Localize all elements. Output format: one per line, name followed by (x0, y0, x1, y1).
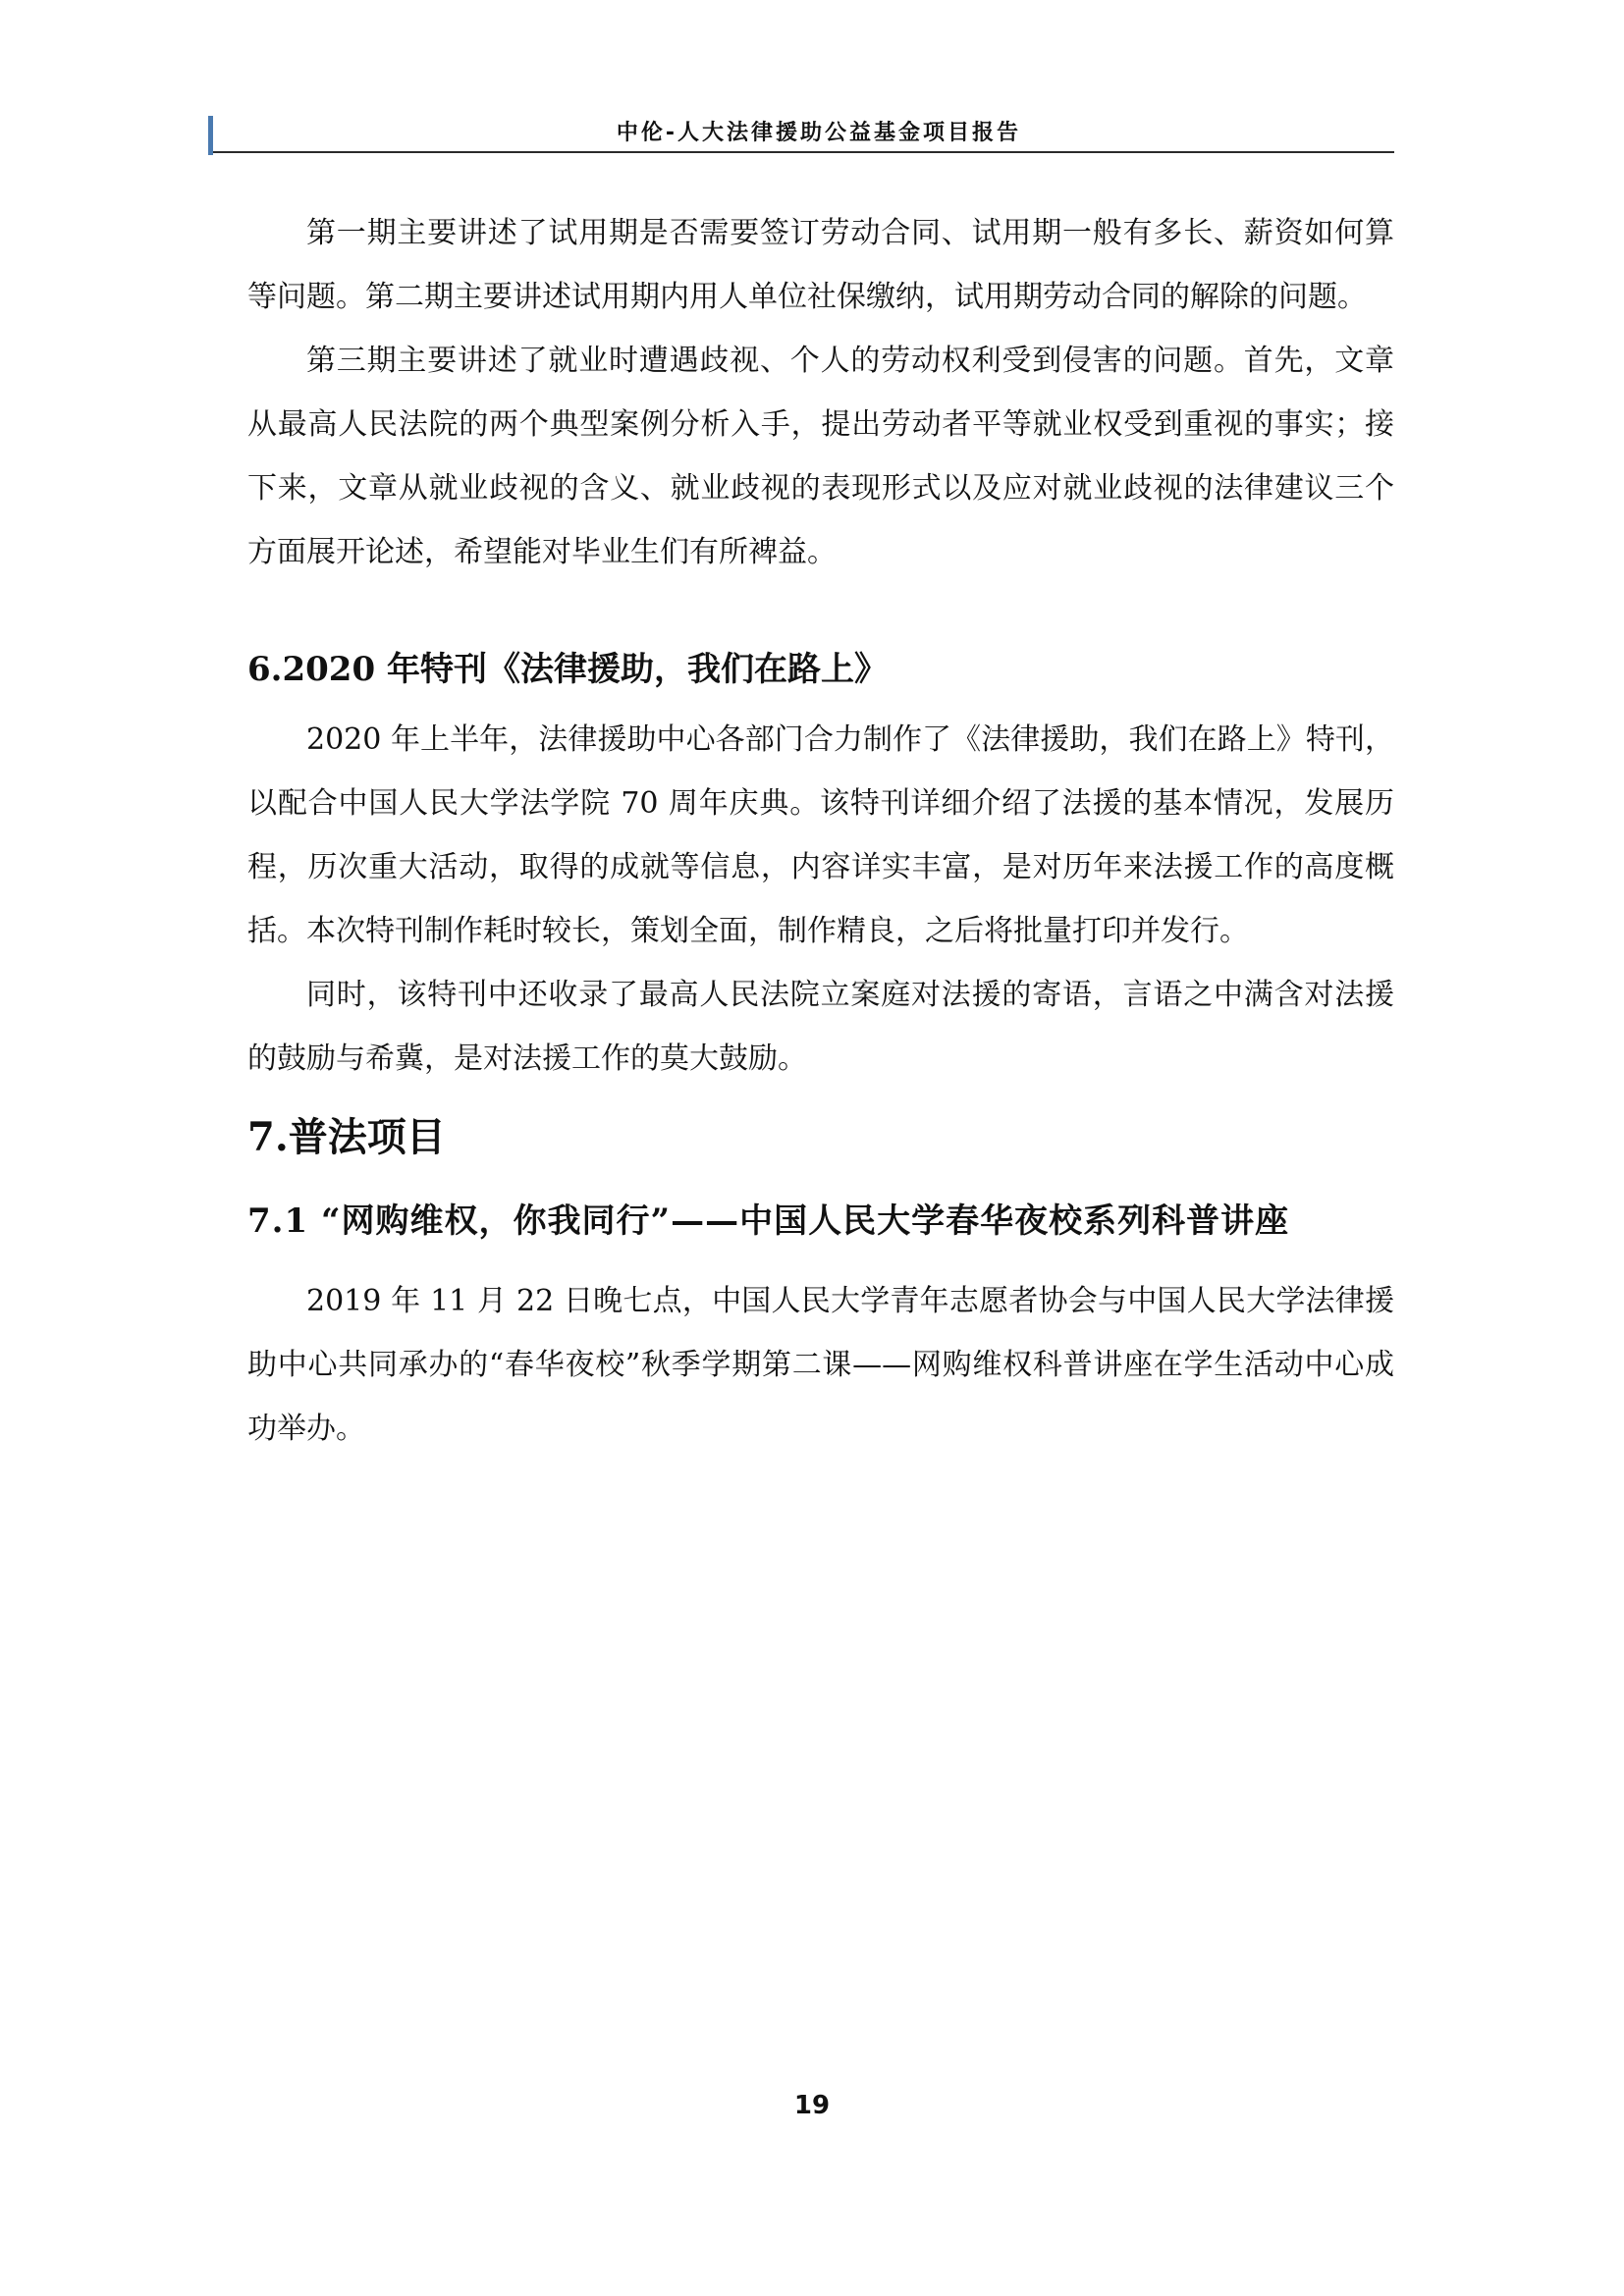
header-accent-bar (208, 116, 213, 155)
paragraph: 第一期主要讲述了试用期是否需要签订劳动合同、试用期一般有多长、薪资如何算等问题。第二期主要讲述试用期内用人单位社保缴纳，试用期劳动合同的解除的问题。 (247, 216, 1394, 314)
section-6-heading: 6.2020 年特刊《法律援助，我们在路上》 (247, 650, 888, 689)
page-number: 19 (793, 2091, 831, 2120)
paragraph: 2020 年上半年，法律援助中心各部门合力制作了《法律援助，我们在路上》特刊，以配合中国人民大学法学院 70 周年庆典。该特刊详细介绍了法援的基本情况，发展历程，历次重大活动，取得的成就等信息，内容详实丰富，是对历年来法援工作的高度概括。本次特刊制作耗时较长，策划全面，制作精良，之后将批量打印并发行。 (247, 722, 1394, 948)
section-7-1-heading: 7.1 “网购维权，你我同行”——中国人民大学春华夜校系列科普讲座 (247, 1201, 1290, 1241)
page-content (247, 201, 1394, 1461)
paragraph: 2019 年 11 月 22 日晚七点，中国人民大学青年志愿者协会与中国人民大学法律援助中心共同承办的“春华夜校”秋季学期第二课——网购维权科普讲座在学生活动中心成功举办。 (247, 1284, 1394, 1446)
paragraph: 同时，该特刊中还收录了最高人民法院立案庭对法援的寄语，言语之中满含对法援的鼓励与希冀，是对法援工作的莫大鼓励。 (247, 978, 1394, 1076)
page-header (208, 106, 1394, 153)
paragraph: 第三期主要讲述了就业时遭遇歧视、个人的劳动权利受到侵害的问题。首先，文章从最高人民法院的两个典型案例分析入手，提出劳动者平等就业权受到重视的事实；接下来，文章从就业歧视的含义、就业歧视的表现形式以及应对就业歧视的法律建议三个方面展开论述，希望能对毕业生们有所裨益。 (247, 344, 1394, 569)
section-7-heading: 7.普法项目 (247, 1114, 446, 1160)
header-title: 中伦-人大法律援助公益基金项目报告 (616, 121, 1021, 145)
